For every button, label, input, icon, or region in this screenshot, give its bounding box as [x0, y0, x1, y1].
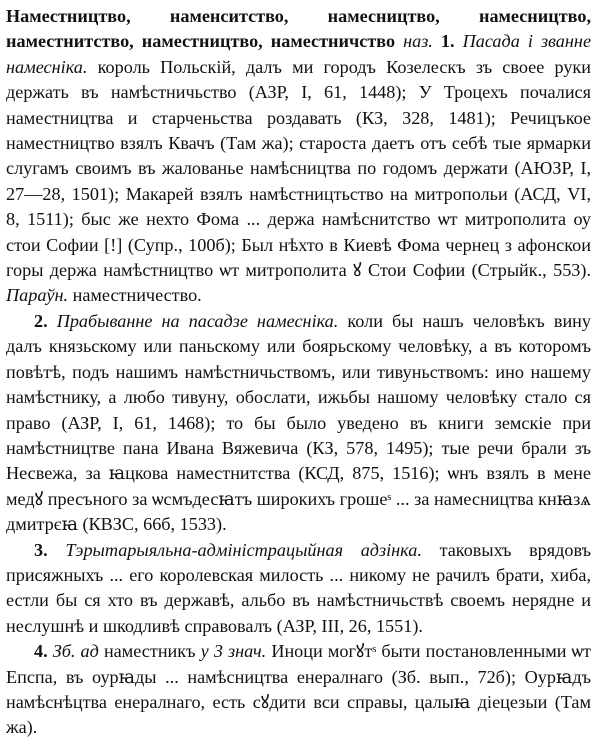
sense-number-2: 2. [34, 310, 48, 331]
sense-text-2: коли бы нашъ человѣкъ вину далъ князьскому или паньскому или боярьскому человѣку, а въ которомъ повѣтѣ, подъ нашимъ намѣстничьствомъ, или тивуньствомъ: ино нашему намѣстнику, а любо тивуну, обослати, ижьбы нашому человѣку стало ся право (АЗР, I, 61, 1468); то бы было уведено въ книги земскіе при намѣстництве пана Ивана Вяжевича (КЗ, 578, 1495); тые речи брали зъ Несвежа, за ꙗцкова наместнитства (КСД, 875, 1516); ѡнъ взялъ в мене медꙋ пресъного за ѡсмъдесꙗтъ широкихъ грошеˢ ... за намесництва кнꙗзѧ дмитрєꙗ (КВЗС, 66б, 1533). [6, 310, 592, 535]
sense-paragraph-3 [6, 538, 591, 640]
sense-text-1: король Польскій, далъ ми городъ Козелескъ зъ своее руки держать въ намѣстничьство (АЗР, I, 61, 1448); У Троцехъ почалися наместництва и старченьства роздавать (КЗ, 328, 1481); Речицъкое наместництво взялъ Квачъ (Там жа); староста даетъ отъ себѣ тые ярмарки слугамъ своимъ въ жалованье намѣсництва по годомъ держати (АЮЗР, I, 27—28, 1501); Макарей взялъ намѣстництьство на митропольи (АСД, VI, 8, 1511); быс же нехто Фома ... держа намѣснитство ѡт митрополита оу стои Софии [!] (Супр., 100б); Был нѣхто в Киевѣ Фома чернец з афонскои горы держа намѣстництво ѡт митрополита ꙋ Стои Софии (Стрыйк., 553). [6, 56, 592, 281]
cross-ref: наместничество. [72, 285, 202, 306]
sense-definition-tail-4: у 3 знач. [200, 641, 267, 662]
sense-definition-3: Тэрытарыяльна-адміністрацыйная адзінка. [65, 539, 422, 560]
sense-headword-ref-4: наместникъ [103, 641, 196, 662]
headword: Наместництво, наменситство, намесництво, намесництво, наместнитство, наместництво, наместничство [6, 6, 591, 52]
sense-text-4: Иноци могꙋтˢ быти постановленными ѡт Епспа, въ оурꙗды ... намѣсництва енералнаго (Зб. вып., 72б); Оурꙗдъ намѣснѣцтва енералнаго, есть сꙋдити вси справы, цалыꙗ діецезыи (Там жа). [6, 641, 592, 738]
sense-definition-4: Зб. ад [52, 641, 99, 662]
sense-paragraph-2 [6, 309, 591, 538]
sense-definition-1: Пасада і званне намесніка. [6, 31, 592, 77]
sense-text-3: таковыхъ врядовъ присяжныхъ ... его королевская милость ... никому не рачилъ брати, хиба, естли бы ся хто въ державѣ, альбо въ намѣстничьствѣ своемъ нерядне и неслушнѣ и шкодливѣ справовалъ (АЗР, III, 26, 1551). [6, 539, 592, 636]
sense-number-4: 4. [34, 641, 48, 662]
sense-definition-2: Прабыванне на пасадзе намесніка. [56, 310, 339, 331]
sense-number-1: 1. [440, 31, 455, 52]
cross-ref-label: Параўн. [6, 285, 69, 306]
sense-paragraph-4 [6, 639, 591, 741]
sense-paragraph-1 [6, 4, 591, 309]
sense-number-3: 3. [34, 539, 48, 560]
grammar-label: наз. [403, 31, 433, 52]
